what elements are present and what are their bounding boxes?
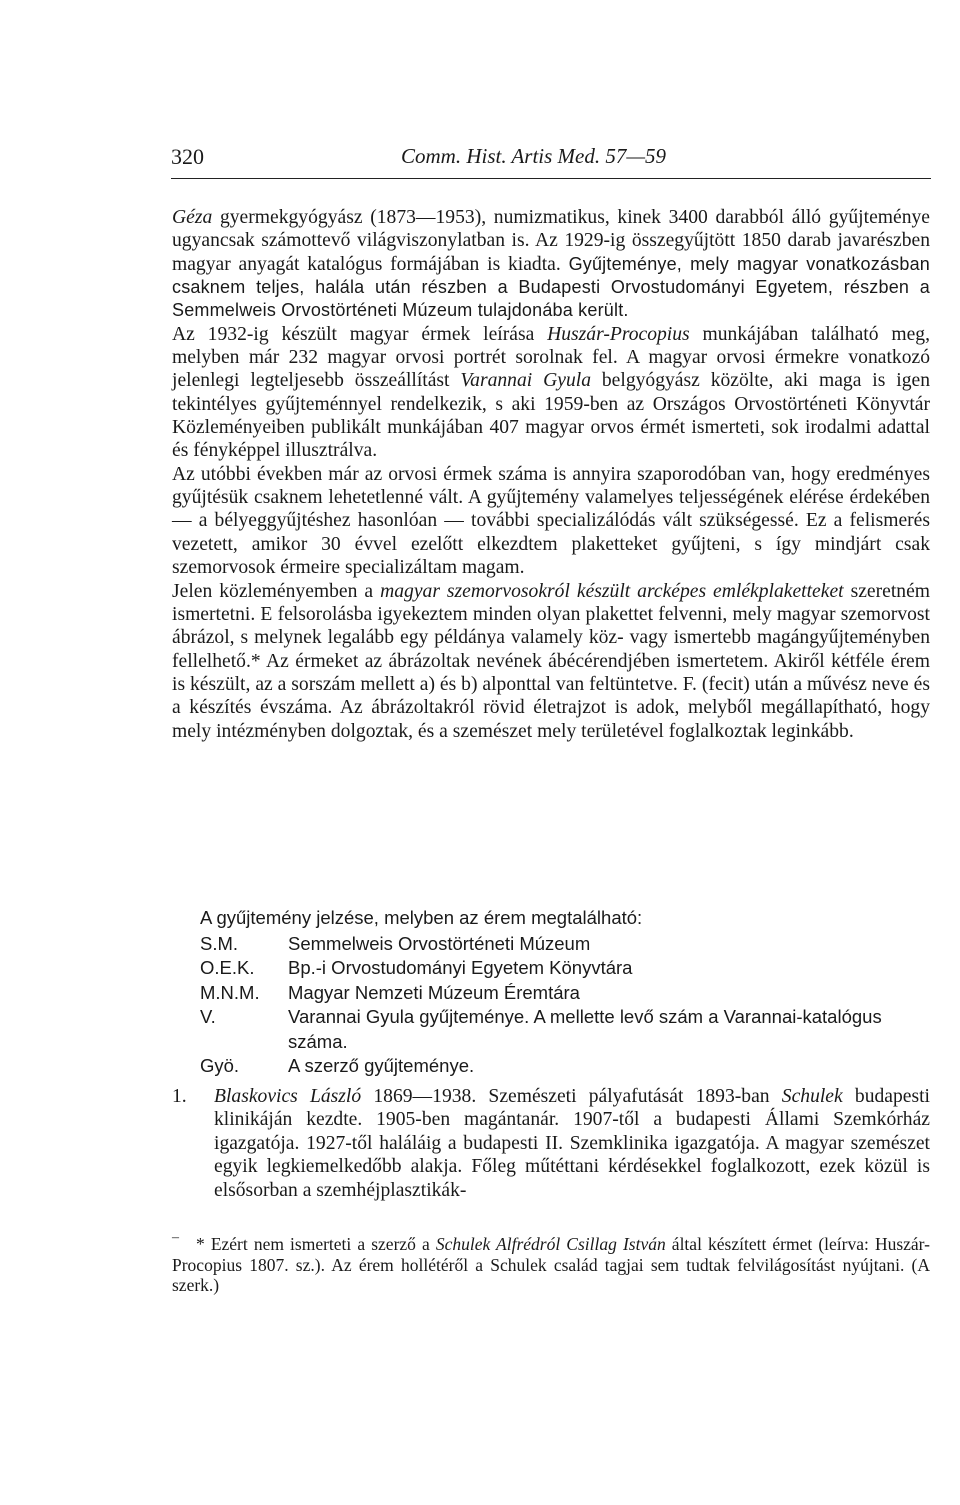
legend-desc: Bp.-i Orvostudományi Egyetem Könyvtára [288, 957, 633, 978]
catalog-entry-1 [172, 1085, 930, 1202]
person-name: Schulek [781, 1086, 843, 1107]
paragraph-2-part-c: belgyógyász közölte, aki maga is igen tekintélyes gyűjteménnyel rendelkezik, s aki 1959-ben az Országos Orvostörténeti Könyvtár Közleményeiben publikált munkájában 407 magyar orvos érmét ismerteti, sok irodalmi adattal és fényképpel illusztrálva. [172, 370, 930, 462]
header-rule [171, 178, 931, 179]
person-name: Blaskovics László [214, 1086, 362, 1107]
paragraph-2-part-b: munkájában található meg, melyben már 232 magyar orvosi portrét sorolnak fel. A magyar orvosi érmekre vonatkozó jelenlegi legteljesebb összeállítást [172, 323, 930, 392]
legend-desc: Semmelweis Orvostörténeti Múzeum [288, 932, 591, 954]
legend-desc: Varannai Gyula gyűjteménye. A mellette levő szám a Varannai-katalógus száma. [288, 1006, 882, 1052]
legend-desc: Magyar Nemzeti Múzeum Éremtára [288, 981, 580, 1003]
legend-row [200, 956, 930, 981]
footnote-part-a: * Ezért nem ismerteti a szerző a [196, 1234, 436, 1254]
legend-title: A gyűjtemény jelzése, melyben az érem megtalálható: [200, 907, 643, 928]
entry-text [214, 1085, 930, 1202]
entry-text-part-b: budapesti klinikáján kezdte. 1905-ben magántanár. 1907-től a budapesti Állami Szemkórház igazgatója. 1927-től haláláig a budapesti II. Szemklinika igazgatója. A magyar szemészet egyik legkiemelkedőbb alakja. Főleg műtéttani kérdésekkel foglalkozott, ezek közül is elsősorban a szemhéjplasztikák- [214, 1086, 931, 1201]
legend-abbr: V. [200, 1006, 216, 1027]
paragraph-1 [172, 206, 930, 323]
paragraph-1-text: gyermekgyógyász (1873—1953), numizmatikus, kinek 3400 darabból álló gyűjteménye ugyancsak számottevő világviszonylatban is. Az 1929-ig összegyűjtött 1850 darab javarészben magyar anyagát katalógus formájában is kiadta. [172, 207, 930, 275]
collection-legend [200, 906, 930, 1079]
paragraph-2 [172, 323, 930, 463]
author-name: Huszár-Procopius [547, 323, 690, 345]
entry-text-part-a: 1869—1938. Szemészeti pályafutását 1893-ban [361, 1086, 782, 1107]
footnote-text [172, 1234, 930, 1296]
legend-row [200, 981, 930, 1006]
paragraph-2-part-a: Az 1932-ig készült magyar érmek leírása [172, 323, 548, 345]
person-name: Varannai Gyula [460, 370, 591, 392]
paragraph-4 [172, 580, 930, 743]
emphasis-text: magyar szemorvosokról készült arcképes emlékplaketteket [380, 580, 844, 602]
paragraph-4-part-b: szeretném ismertetni. E felsorolásba igyekeztem minden olyan plakettet felvenni, mely magyar szemorvost ábrázol, s melynek legalább egy példánya valamely köz- vagy ismertebb magángyűjteményben fellelhető.* Az érmeket az ábrázoltak nevének ábécérendjében ismertetem. Akiről kétféle érem is készült, az a sorszám mellett a) és b) alponttal van feltüntetve. F. (fecit) után a művész neve és a készítés évszáma. Az ábrázoltakról rövid életrajzot is adok, melyből megállapítható, hogy mely intézményben dolgoztak, és a szemészet mely területével foglalkoztak leginkább. [172, 580, 930, 742]
paragraph-4-part-a: Jelen közleményemben a [172, 580, 381, 602]
person-name: Géza [172, 207, 213, 228]
legend-abbr: S.M. [200, 932, 239, 954]
footnote [172, 1230, 930, 1296]
paragraph-3: Az utóbbi években már az orvosi érmek száma is annyira szaporodóban van, hogy eredményes gyűjtésük csaknem lehetetlenné vált. A gyűjtemény valamelyes teljességének elérése érdekében — a bélyeggyűjtéshez hasonlóan — további specializálódás vált szükségessé. Ez a felismerés vezetett, amikor 30 évvel ezelőtt elkezdtem plaketteket gyűjteni, s így mindjárt csak szemorvosok érmeire specializáltam magam. [172, 463, 930, 579]
legend-desc: A szerző gyűjteménye. [288, 1055, 475, 1076]
footnote-dash: – [172, 1230, 179, 1245]
legend-abbr: Gyö. [200, 1055, 240, 1076]
legend-abbr: O.E.K. [200, 957, 255, 978]
footnote-emphasis: Schulek Alfrédról Csillag István [435, 1234, 666, 1254]
page-number: 320 [171, 144, 204, 169]
page-header [171, 140, 931, 174]
legend-row [200, 1005, 930, 1054]
legend-row [200, 1054, 930, 1079]
main-text [172, 206, 930, 743]
footnote-part-b: által készített érmet (leírva: Huszár-Procopius 1807. sz.). Az érem hollétéről a Schulek család tagjai sem tudtak felvilágosítást nyújtani. (A szerk.) [172, 1234, 930, 1295]
legend-abbr: M.N.M. [200, 981, 260, 1003]
legend-row [200, 932, 930, 957]
paragraph-1-sans-text: Gyűjteménye, mely magyar vonatkozásban csaknem teljes, halála után részben a Budapesti Orvostudományi Egyetem, részben a Semmelweis Orvostörténeti Múzeum tulajdonába került. [172, 253, 930, 321]
running-head: Comm. Hist. Artis Med. 57—59 [401, 144, 667, 168]
entry-number: 1. [172, 1086, 187, 1107]
